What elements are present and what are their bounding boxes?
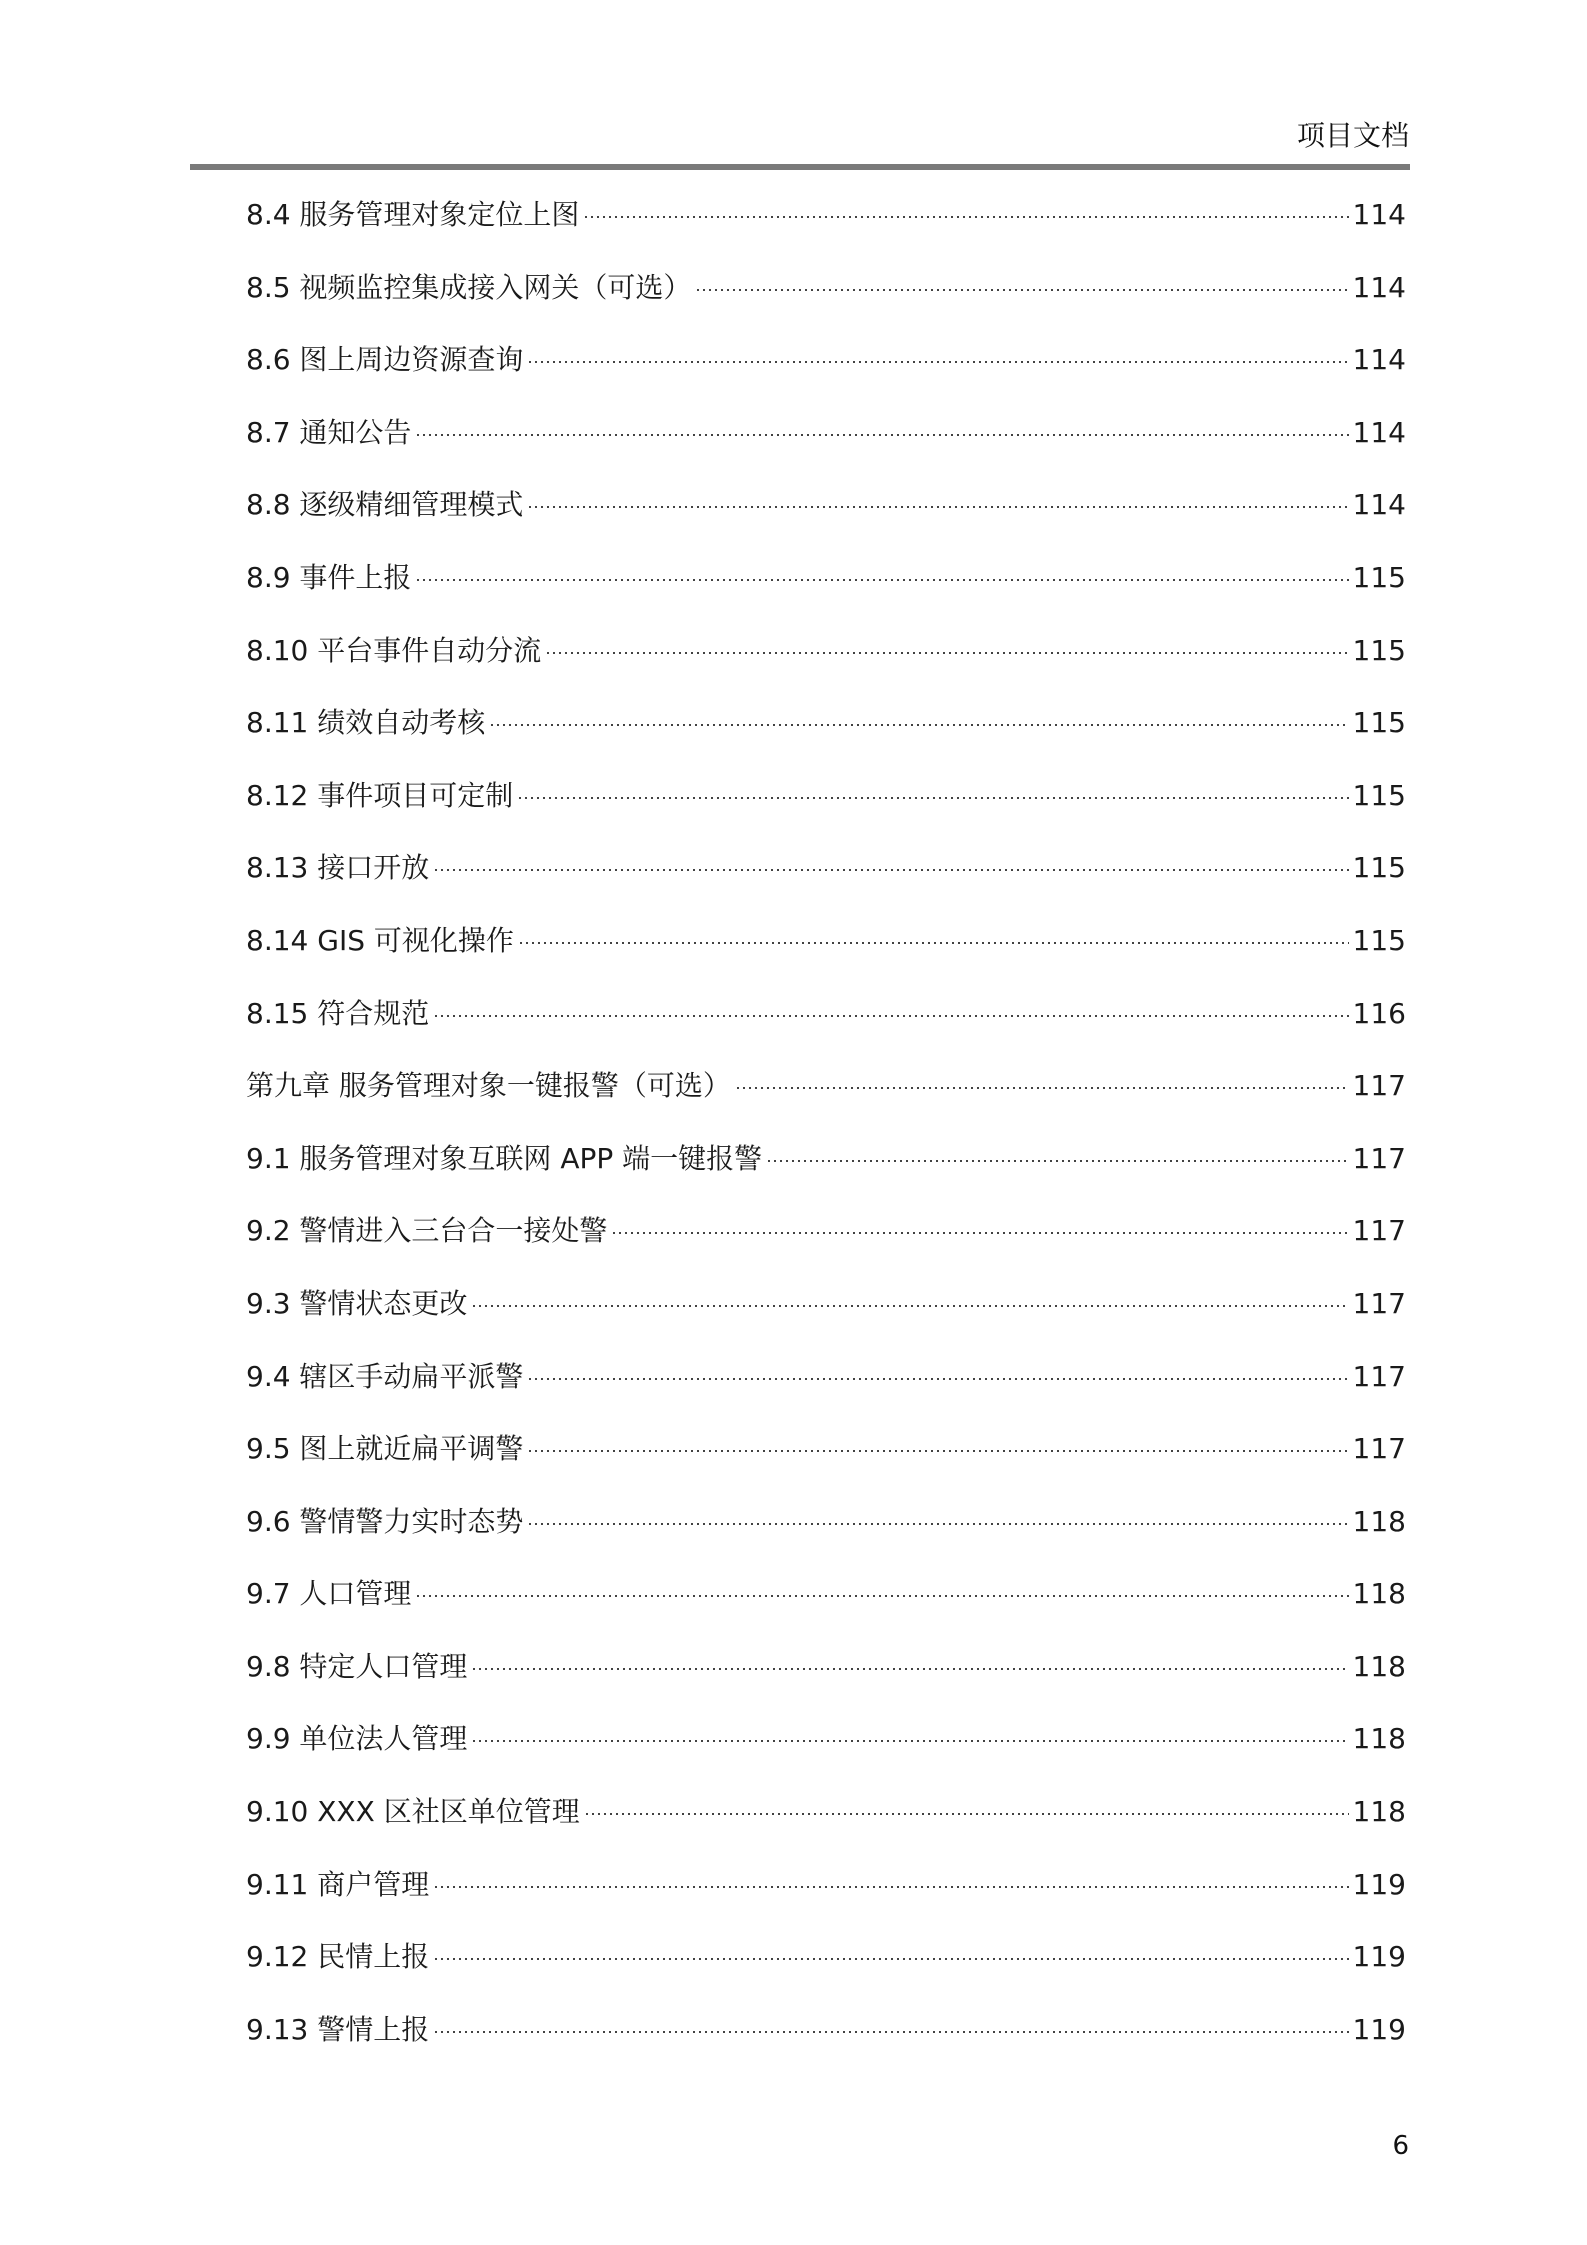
toc-dot-leader [433,1886,1348,1888]
toc-dot-leader [545,652,1348,654]
toc-entry[interactable] [246,263,1406,336]
toc-entry-page: 117 [1352,1214,1406,1248]
toc-entry-page: 114 [1352,488,1406,522]
toc-dot-leader [433,2031,1348,2033]
toc-entry[interactable] [246,698,1406,771]
toc-entry-page: 117 [1352,1069,1406,1103]
toc-entry-page: 117 [1352,1432,1406,1466]
page-header-title: 项目文档 [1296,119,1409,152]
toc-entry-page: 115 [1352,923,1406,957]
toc-entry[interactable] [246,771,1406,844]
toc-entry-title: 8.4 服务管理对象定位上图 [246,198,580,231]
toc-entry-title: 8.5 视频监控集成接入网关（可选） [246,270,692,304]
toc-entry[interactable] [246,989,1406,1062]
toc-entry-page: 118 [1352,1577,1406,1611]
toc-dot-leader [611,1232,1348,1234]
toc-dot-leader [415,434,1348,436]
page-number: 6 [1392,2131,1409,2161]
toc-dot-leader [433,1958,1348,1960]
toc-entry-title: 9.11 商户管理 [246,1867,430,1901]
toc-entry-title: 8.13 接口开放 [246,851,430,885]
toc-entry-title: 9.4 辖区手动扁平派警 [246,1359,524,1393]
toc-entry-title: 9.6 警情警力实时态势 [246,1504,524,1538]
toc-entry[interactable] [246,916,1406,989]
toc-dot-leader [471,1305,1348,1307]
toc-entry[interactable] [246,1569,1406,1642]
toc-entry[interactable] [246,1860,1406,1933]
toc-entry-page: 119 [1352,1940,1406,1974]
toc-entry-page: 117 [1352,1359,1406,1393]
toc-entry-title: 8.9 事件上报 [246,560,412,594]
toc-entry-page: 115 [1352,778,1406,812]
toc-entry-title: 9.13 警情上报 [246,2012,430,2046]
toc-entry-title: 8.7 通知公告 [246,415,412,449]
toc-entry-title: 9.8 特定人口管理 [246,1649,468,1683]
toc-entry-title: 9.12 民情上报 [246,1940,430,1974]
toc-dot-leader [584,1813,1349,1815]
toc-dot-leader [695,289,1348,291]
toc-entry[interactable] [246,1642,1406,1715]
toc-entry-page: 117 [1352,1286,1406,1320]
toc-entry[interactable] [246,1714,1406,1787]
toc-entry[interactable] [246,408,1406,481]
toc-entry-page: 119 [1352,1867,1406,1901]
toc-entry-page: 115 [1352,560,1406,594]
toc-dot-leader [527,1523,1348,1525]
header-divider [190,164,1410,170]
toc-dot-leader [518,942,1349,944]
toc-entry-title: 第九章 服务管理对象一键报警（可选） [246,1069,731,1103]
toc-dot-leader [527,1450,1348,1452]
toc-entry[interactable] [246,626,1406,699]
toc-entry[interactable] [246,335,1406,408]
toc-entry-title: 8.14 GIS 可视化操作 [246,923,514,957]
toc-dot-leader [415,579,1348,581]
toc-dot-leader [583,216,1348,218]
toc-dot-leader [766,1160,1348,1162]
toc-dot-leader [471,1740,1348,1742]
toc-entry-title: 9.3 警情状态更改 [246,1286,468,1320]
toc-entry-title: 9.1 服务管理对象互联网 APP 端一键报警 [246,1141,763,1175]
toc-entry-page: 114 [1352,343,1406,377]
toc-entry-title: 9.9 单位法人管理 [246,1722,468,1756]
toc-entry-page: 118 [1352,1649,1406,1683]
toc-entry-page: 118 [1352,1795,1406,1829]
toc-entry[interactable] [246,1424,1406,1497]
toc-entry-title: 8.10 平台事件自动分流 [246,633,542,667]
toc-dot-leader [489,724,1348,726]
toc-entry[interactable] [246,190,1406,263]
toc-entry-title: 9.5 图上就近扁平调警 [246,1432,524,1466]
toc-entry-title: 8.12 事件项目可定制 [246,778,514,812]
toc-entry[interactable] [246,1279,1406,1352]
toc-entry[interactable] [246,553,1406,626]
toc-entry-title: 8.15 符合规范 [246,996,430,1030]
toc-entry-page: 119 [1352,2012,1406,2046]
toc-entry-title: 9.7 人口管理 [246,1577,412,1611]
toc-entry[interactable] [246,2005,1406,2078]
table-of-contents [246,190,1406,2077]
toc-dot-leader [527,361,1348,363]
toc-entry-page: 115 [1352,851,1406,885]
toc-entry-title: 8.6 图上周边资源查询 [246,343,524,377]
toc-dot-leader [433,869,1348,871]
toc-dot-leader [471,1668,1348,1670]
toc-entry-page: 116 [1352,996,1406,1030]
toc-entry-page: 114 [1352,415,1406,449]
toc-entry[interactable] [246,1061,1406,1134]
toc-dot-leader [433,1015,1348,1017]
toc-entry-title: 8.11 绩效自动考核 [246,706,486,740]
toc-entry[interactable] [246,1206,1406,1279]
toc-entry[interactable] [246,1932,1406,2005]
toc-entry[interactable] [246,843,1406,916]
toc-dot-leader [527,506,1348,508]
toc-entry-title: 9.2 警情进入三台合一接处警 [246,1214,608,1248]
toc-entry-page: 114 [1352,270,1406,304]
toc-entry-page: 117 [1352,1141,1406,1175]
toc-entry-page: 115 [1352,706,1406,740]
toc-entry-page: 115 [1352,633,1406,667]
toc-dot-leader [517,797,1348,799]
toc-entry[interactable] [246,1352,1406,1425]
toc-dot-leader [527,1378,1348,1380]
toc-entry-page: 118 [1352,1504,1406,1538]
toc-dot-leader [415,1595,1348,1597]
toc-entry[interactable] [246,1497,1406,1570]
toc-entry-title: 9.10 XXX 区社区单位管理 [246,1795,580,1829]
toc-dot-leader [735,1087,1349,1089]
toc-entry[interactable] [246,480,1406,553]
toc-entry-page: 114 [1352,198,1406,231]
toc-entry-page: 118 [1352,1722,1406,1756]
toc-entry[interactable] [246,1134,1406,1207]
toc-entry-title: 8.8 逐级精细管理模式 [246,488,524,522]
toc-entry[interactable] [246,1787,1406,1860]
